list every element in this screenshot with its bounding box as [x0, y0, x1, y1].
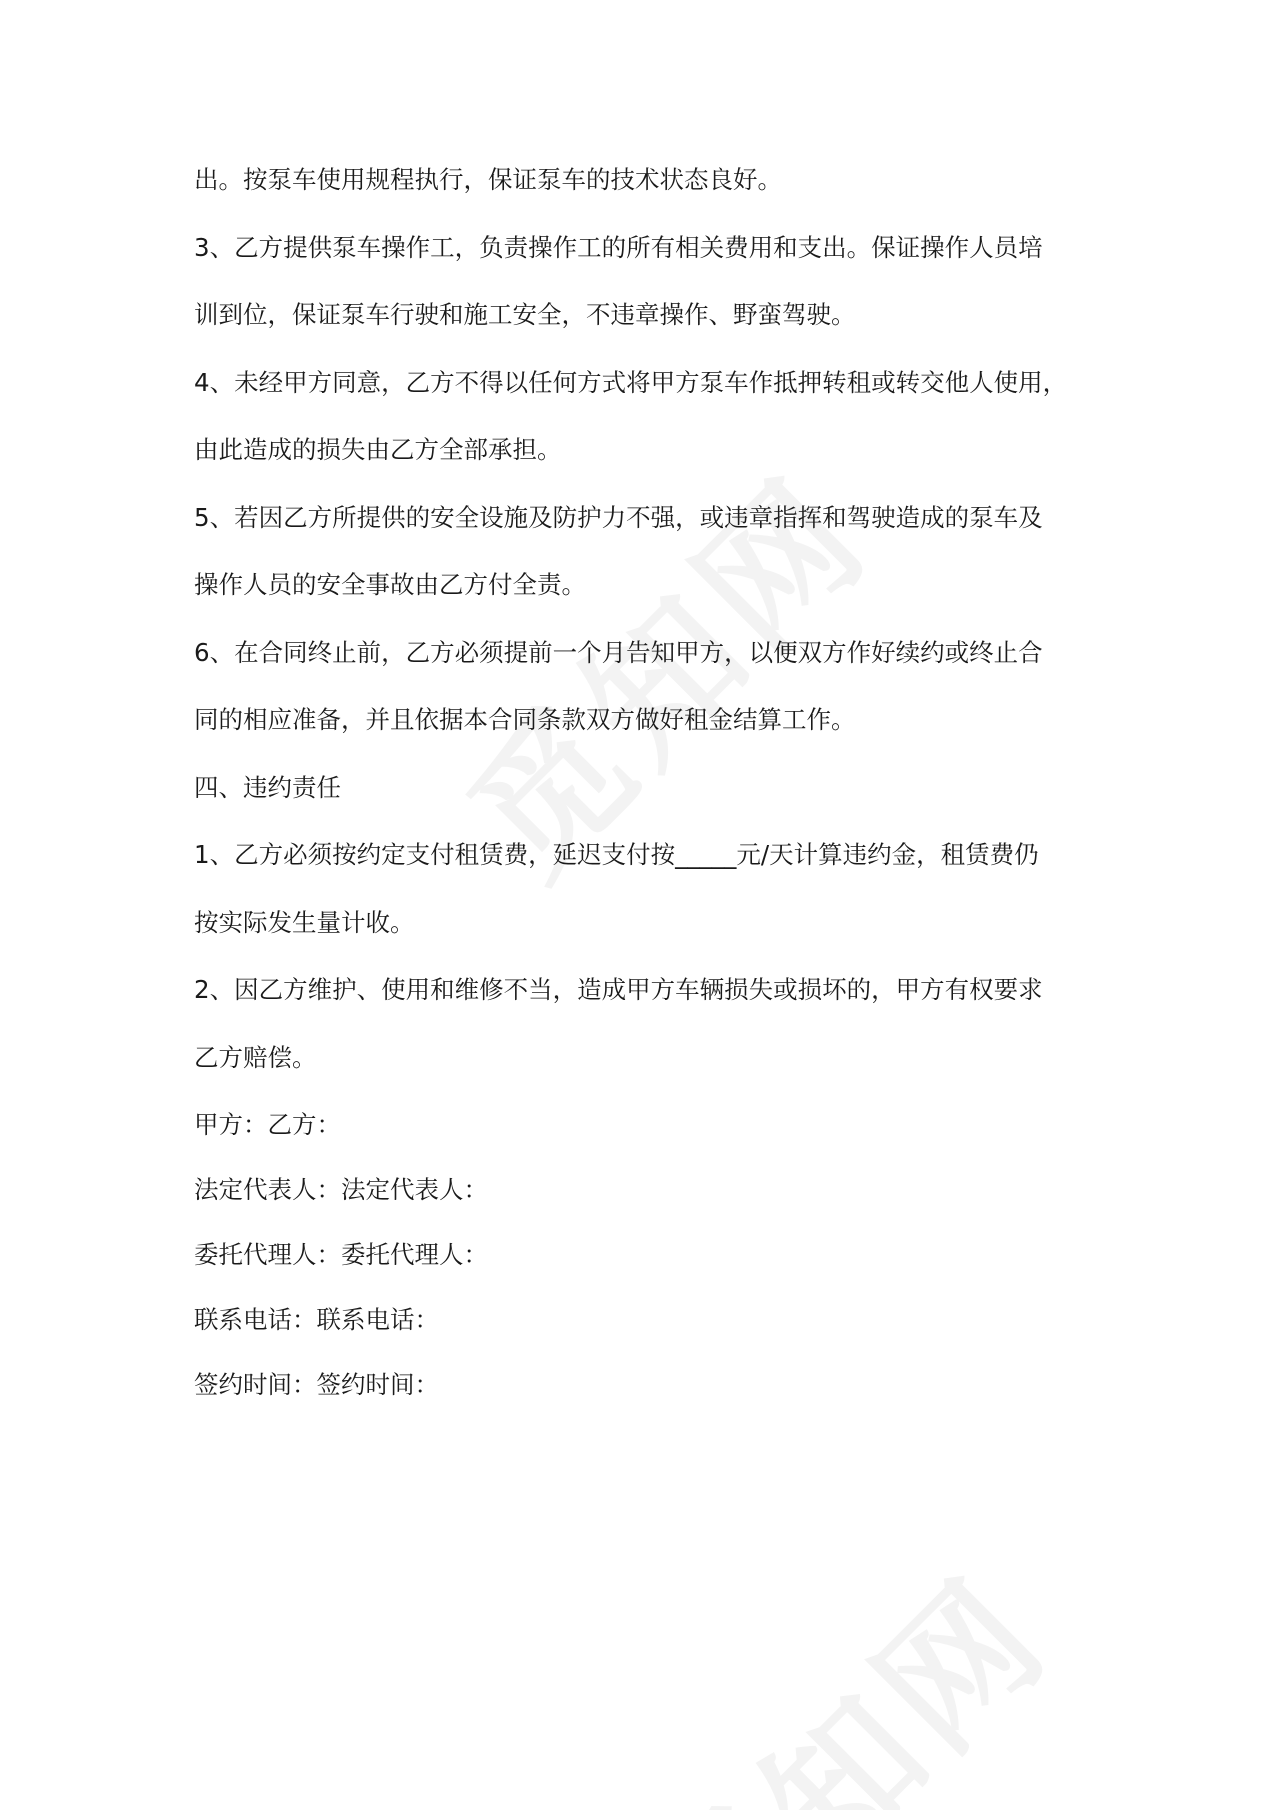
signature-party-line: 甲方：乙方： [194, 1110, 341, 1139]
paragraph-line: 训到位，保证泵车行驶和施工安全，不违章操作、野蛮驾驶。 [194, 300, 856, 329]
paragraph-line: 5、若因乙方所提供的安全设施及防护力不强，或违章指挥和驾驶造成的泵车及 [194, 502, 1043, 532]
paragraph-line: 1、乙方必须按约定支付租赁费，延迟支付按_____元/天计算违约金，租赁费仍 [194, 840, 1039, 869]
section-heading: 四、违约责任 [194, 772, 341, 802]
signature-date-line: 签约时间：签约时间： [194, 1370, 439, 1399]
paragraph-line: 按实际发生量计收。 [194, 907, 415, 937]
paragraph-line: 3、乙方提供泵车操作工，负责操作工的所有相关费用和支出。保证操作人员培 [194, 232, 1043, 262]
signature-legal-rep-line: 法定代表人：法定代表人： [194, 1175, 488, 1204]
paragraph-line: 操作人员的安全事故由乙方付全责。 [194, 570, 586, 599]
paragraph-line: 4、未经甲方同意，乙方不得以任何方式将甲方泵车作抵押转租或转交他人使用， [194, 367, 1068, 397]
paragraph-line: 同的相应准备，并且依据本合同条款双方做好租金结算工作。 [194, 705, 856, 734]
signature-phone-line: 联系电话：联系电话： [194, 1305, 439, 1334]
paragraph-line: 出。按泵车使用规程执行，保证泵车的技术状态良好。 [194, 165, 782, 194]
document-body [194, 164, 1094, 1434]
paragraph-line: 6、在合同终止前，乙方必须提前一个月告知甲方，以便双方作好续约或终止合 [194, 637, 1043, 667]
signature-agent-line: 委托代理人：委托代理人： [194, 1240, 488, 1269]
paragraph-line: 乙方赔偿。 [194, 1042, 317, 1072]
paragraph-line: 2、因乙方维护、使用和维修不当，造成甲方车辆损失或损坏的，甲方有权要求 [194, 975, 1043, 1004]
paragraph-line: 由此造成的损失由乙方全部承担。 [194, 435, 562, 464]
watermark [594, 1522, 1086, 1810]
